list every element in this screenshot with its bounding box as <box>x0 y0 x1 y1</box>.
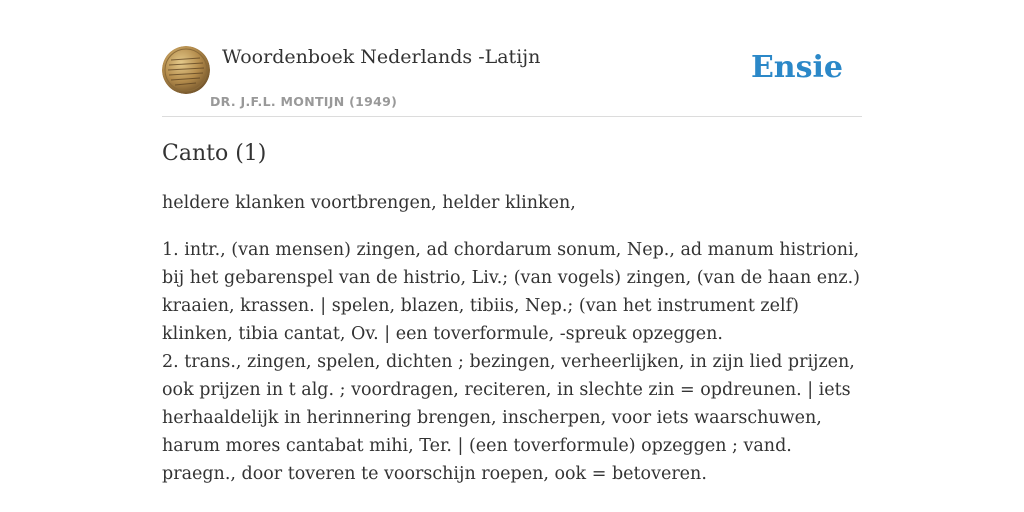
book-title[interactable]: Woordenboek Nederlands -Latijn <box>222 46 541 68</box>
dictionary-medallion-icon[interactable] <box>162 46 210 94</box>
entry-content <box>162 138 862 488</box>
page-header <box>162 44 862 117</box>
entry-definition <box>162 236 862 488</box>
book-author: DR. J.F.L. MONTIJN (1949) <box>210 94 398 109</box>
definition-sense-2: 2. trans., zingen, spelen, dichten ; bezingen, verheerlijken, in zijn lied prijzen, ook prijzen in t alg. ; voordragen, reciteren, in slechte zin = opdreunen. | iets herhaaldelijk in herinnering brengen, inscherpen, voor iets waarschuwen, harum mores cantabat mihi, Ter. | (een toverformule) opzeggen ; vand. praegn., door toveren te voorschijn roepen, ook = betoveren. <box>162 352 855 484</box>
definition-sense-1: 1. intr., (van mensen) zingen, ad chordarum sonum, Nep., ad manum histrioni, bij het gebarenspel van de histrio, Liv.; (van vogels) zingen, (van de haan enz.) kraaien, krassen. | spelen, blazen, tibiis, Nep.; (van het instrument zelf) klinken, tibia cantat, Ov. | een toverformule, -spreuk opzeggen. <box>162 240 861 344</box>
entry-summary: heldere klanken voortbrengen, helder klinken, <box>162 193 576 213</box>
ensie-logo[interactable]: Ensie <box>750 50 843 85</box>
entry-title: Canto (1) <box>162 141 267 166</box>
